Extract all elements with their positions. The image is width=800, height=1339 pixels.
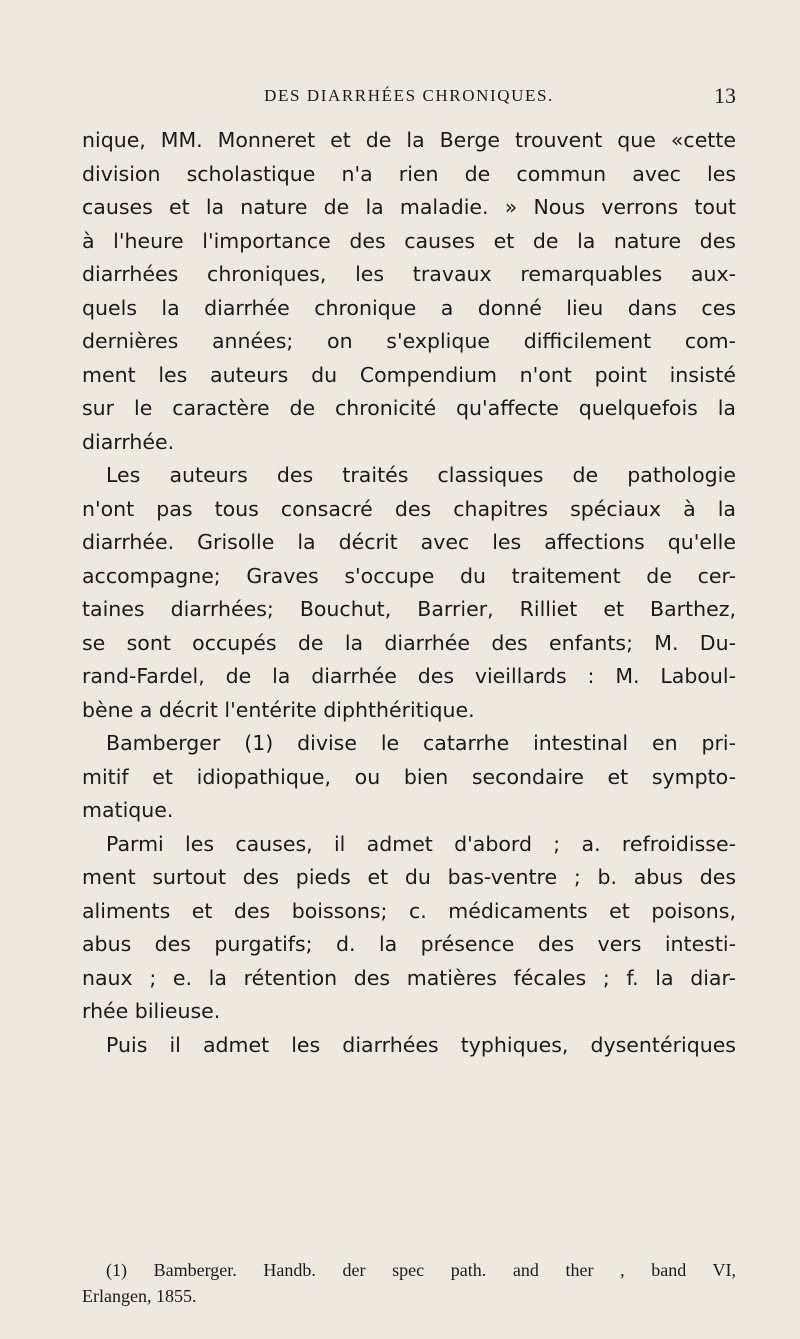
footnote	[82, 1257, 736, 1309]
text-line: accompagne; Graves s'occupe du traitement de cer-	[82, 563, 736, 588]
text-line: abus des purgatifs; d. la présence des vers intesti-	[82, 932, 736, 956]
text-line: quels la diarrhée chronique a donné lieu dans ces	[82, 295, 736, 320]
text-line: Bamberger (1) divise le catarrhe intestinal en pri-	[106, 731, 736, 755]
text-line: division scholastique n'a rien de commun avec les	[82, 161, 736, 186]
text-line: ment surtout des pieds et du bas-ventre ; b. abus des	[82, 865, 736, 889]
text-line: Les auteurs des traités classiques de pathologie	[106, 463, 736, 487]
running-title: DES DIARRHÉES CHRONIQUES.	[264, 86, 554, 105]
footnote-line: Erlangen, 1855.	[82, 1286, 197, 1306]
text-line: diarrhée.	[82, 429, 175, 454]
text-line: aliments et des boissons; c. médicaments et poisons,	[82, 898, 736, 923]
body-text	[82, 124, 736, 1062]
text-line: dernières années; on s'explique difficilement com-	[82, 329, 736, 353]
text-line: Puis il admet les diarrhées typhiques, dysentériques	[106, 1032, 736, 1057]
text-line: diarrhée. Grisolle la décrit avec les affections qu'elle	[82, 530, 736, 554]
text-line: à l'heure l'importance des causes et de la nature des	[82, 228, 736, 253]
text-line: n'ont pas tous consacré des chapitres spéciaux à la	[82, 496, 736, 521]
text-line: se sont occupés de la diarrhée des enfants; M. Du-	[82, 630, 736, 655]
text-line: matique.	[82, 798, 174, 822]
text-line: causes et la nature de la maladie. » Nous verrons tout	[82, 195, 736, 219]
text-line: rhée bilieuse.	[82, 999, 221, 1023]
text-line: Parmi les causes, il admet d'abord ; a. refroidisse-	[106, 831, 736, 856]
text-line: nique, MM. Monneret et de la Berge trouvent que «cette	[82, 128, 736, 152]
text-line: naux ; e. la rétention des matières fécales ; f. la diar-	[82, 965, 736, 990]
text-line: taines diarrhées; Bouchut, Barrier, Rilliet et Barthez,	[82, 597, 736, 621]
text-line: rand-Fardel, de la diarrhée des vieillards : M. Laboul-	[82, 664, 736, 688]
text-line: sur le caractère de chronicité qu'affecte quelquefois la	[82, 396, 736, 420]
text-line: ment les auteurs du Compendium n'ont point insisté	[82, 362, 736, 387]
page-number: 13	[714, 83, 736, 108]
footnote-line: (1) Bamberger. Handb. der spec path. and ther , band VI,	[106, 1260, 736, 1280]
text-line: bène a décrit l'entérite diphthéritique.	[82, 697, 475, 722]
text-line: diarrhées chroniques, les travaux remarquables aux-	[82, 262, 736, 286]
page-header	[82, 83, 736, 114]
text-line: mitif et idiopathique, ou bien secondaire et sympto-	[82, 764, 736, 789]
